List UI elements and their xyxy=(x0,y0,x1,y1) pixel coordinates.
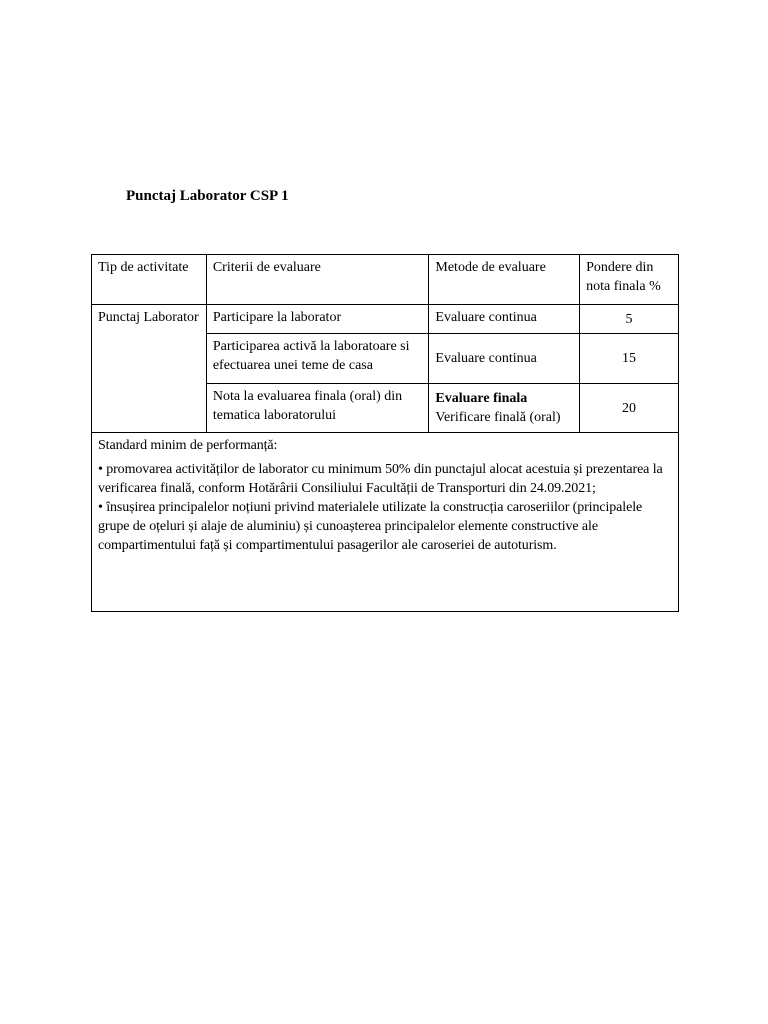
activity-cell: Punctaj Laborator xyxy=(92,305,207,433)
bullet-icon: • xyxy=(98,462,103,477)
standard-title: Standard minim de performanță: xyxy=(98,438,278,453)
pondere-cell: 15 xyxy=(580,334,679,384)
evaluation-table xyxy=(91,254,679,612)
criteriu-cell: Participarea activă la laboratoare si efectuarea unei teme de casa xyxy=(206,334,429,384)
standard-bullet xyxy=(98,460,672,498)
standard-bullet-text: promovarea activităților de laborator cu minimum 50% din punctajul alocat acestuia și prezentarea la verificarea finală, conform Hotărârii Consiliului Facultății de Transporturi din 24.09.2021; xyxy=(98,462,663,496)
header-criterii: Criterii de evaluare xyxy=(206,255,429,305)
metoda-cell: Evaluare continua xyxy=(429,305,580,334)
criteriu-cell: Nota la evaluarea finala (oral) din tematica laboratorului xyxy=(206,384,429,433)
metoda-main: Evaluare finala xyxy=(435,391,528,406)
metoda-cell: Evaluare continua xyxy=(429,334,580,384)
pondere-cell: 5 xyxy=(580,305,679,334)
standard-bullet-text: însușirea principalelor noțiuni privind materialele utilizate la construcția caroseriilor (principalele grupe de oțeluri și alaje de aluminiu) și cunoașterea principalelor elemente constructive ale compartimentului față și compartimentului pasagerilor ale caroseriei de autoturism. xyxy=(98,500,643,553)
standard-row xyxy=(92,433,679,612)
header-tip-activitate: Tip de activitate xyxy=(92,255,207,305)
pondere-cell: 20 xyxy=(580,384,679,433)
table-header-row xyxy=(92,255,679,305)
header-pondere: Pondere din nota finala % xyxy=(580,255,679,305)
metoda-sub: Verificare finală (oral) xyxy=(435,410,561,425)
header-metode: Metode de evaluare xyxy=(429,255,580,305)
page-title: Punctaj Laborator CSP 1 xyxy=(126,188,289,204)
criteriu-cell: Participare la laborator xyxy=(206,305,429,334)
metoda-cell xyxy=(429,384,580,433)
bullet-icon: • xyxy=(98,500,103,515)
table-row xyxy=(92,305,679,334)
standard-cell xyxy=(92,433,679,612)
standard-bullet xyxy=(98,498,672,555)
